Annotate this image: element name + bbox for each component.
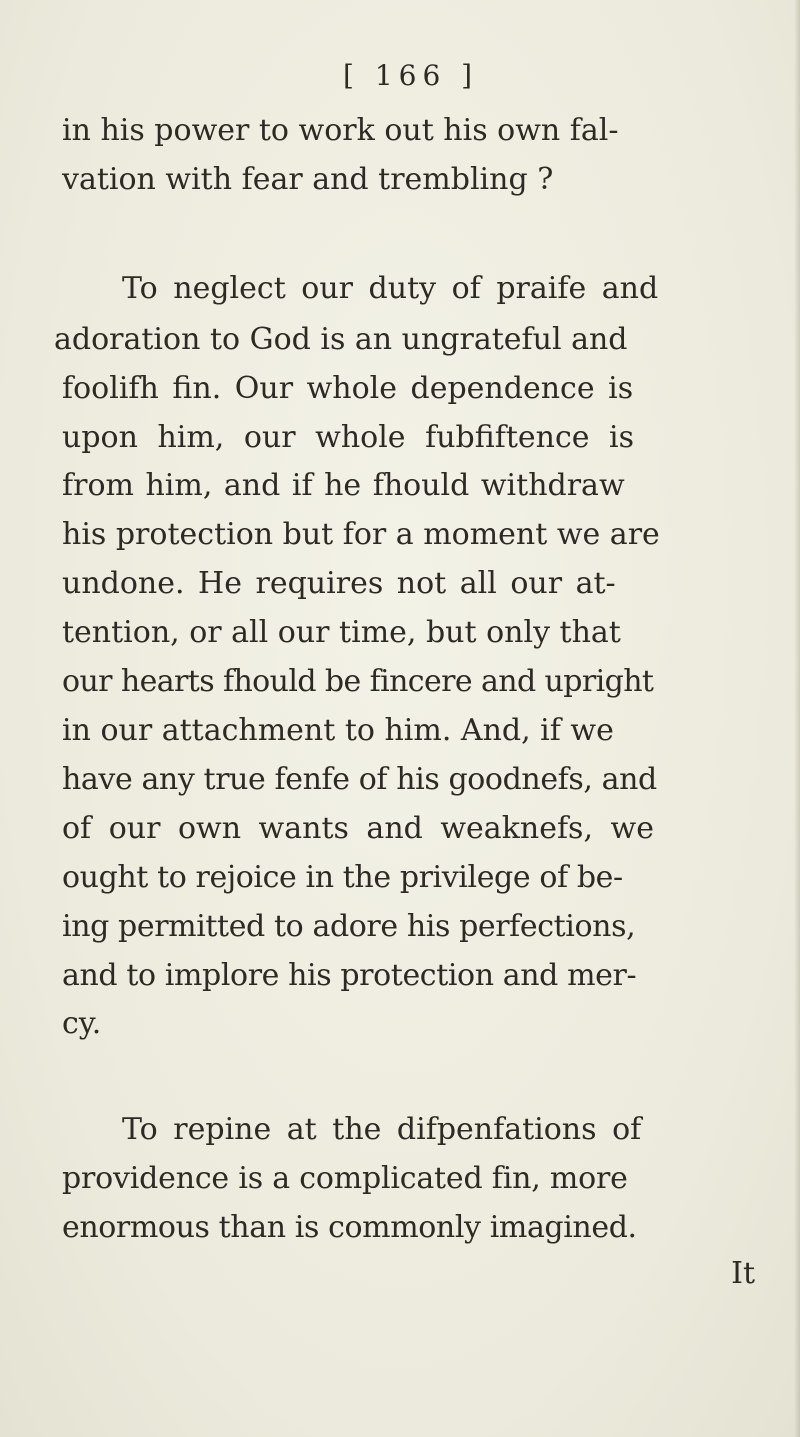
line-text: vation with fear and trembling ? <box>62 162 554 197</box>
text-line <box>0 265 800 313</box>
line-text: enormous than is commonly imagined. <box>62 1210 637 1245</box>
text-line <box>0 1106 800 1154</box>
line-text: his protection but for a moment we are <box>62 517 660 552</box>
page-edge-shadow <box>794 0 800 1437</box>
text-line <box>0 903 800 951</box>
text-line <box>0 609 800 657</box>
text-line <box>0 756 800 804</box>
text-line <box>0 805 800 853</box>
text-line <box>0 560 800 608</box>
text-line <box>0 854 800 902</box>
text-line <box>0 156 800 204</box>
text-line <box>0 365 800 413</box>
line-text: To neglect our duty of praife and <box>122 271 659 306</box>
line-text: have any true fenfe of his goodnefs, and <box>62 762 657 797</box>
text-line <box>0 462 800 510</box>
text-line <box>0 1000 800 1048</box>
line-text: in his power to work out his own fal- <box>62 113 619 148</box>
text-line <box>0 952 800 1000</box>
line-text: providence is a complicated fin, more <box>62 1161 628 1196</box>
line-text: adoration to God is an ungrateful and <box>54 322 628 357</box>
catchword: It <box>731 1256 755 1291</box>
text-line <box>0 107 800 155</box>
line-text: from him, and if he fhould withdraw <box>62 468 625 503</box>
line-text: To repine at the difpenfations of <box>122 1112 642 1147</box>
line-text: of our own wants and weaknefs, we <box>62 811 654 846</box>
text-line <box>0 1155 800 1203</box>
line-text: cy. <box>62 1006 102 1041</box>
line-text: in our attachment to him. And, if we <box>62 713 614 748</box>
page-number-header: [ 166 ] <box>343 59 479 92</box>
line-text: ought to rejoice in the privilege of be- <box>62 860 623 895</box>
text-line <box>0 414 800 462</box>
text-line <box>0 1204 800 1252</box>
line-text: upon him, our whole fubfiftence is <box>62 420 635 455</box>
text-line <box>0 316 800 364</box>
line-text: tention, or all our time, but only that <box>62 615 621 650</box>
text-line <box>0 658 800 706</box>
text-line <box>0 511 800 559</box>
text-line <box>0 707 800 755</box>
line-text: foolifh fin. Our whole dependence is <box>62 371 634 406</box>
line-text: our hearts fhould be fincere and upright <box>62 664 654 699</box>
line-text: undone. He requires not all our at- <box>62 566 616 601</box>
line-text: ing permitted to adore his perfections, <box>62 909 636 944</box>
line-text: and to implore his protection and mer- <box>62 958 637 993</box>
